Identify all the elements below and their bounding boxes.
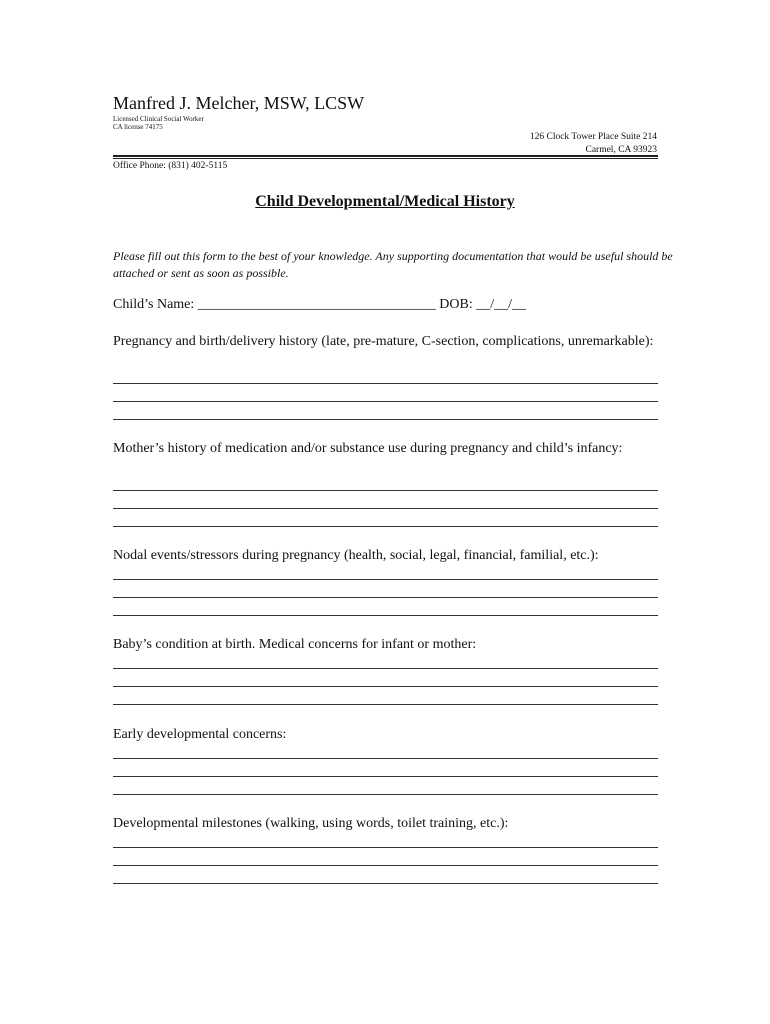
answer-line[interactable] (113, 526, 658, 527)
answer-line[interactable] (113, 401, 658, 402)
header-divider (113, 155, 658, 159)
answer-line[interactable] (113, 508, 658, 509)
practitioner-credential: Licensed Clinical Social Worker (113, 115, 204, 123)
answer-line[interactable] (113, 883, 658, 884)
answer-line[interactable] (113, 865, 658, 866)
answer-line[interactable] (113, 490, 658, 491)
answer-line[interactable] (113, 704, 658, 705)
answer-line[interactable] (113, 686, 658, 687)
question-pregnancy-history: Pregnancy and birth/delivery history (late, pre-mature, C-section, complications, unremarkable): (113, 334, 654, 349)
answer-line[interactable] (113, 847, 658, 848)
answer-line[interactable] (113, 794, 658, 795)
answer-line[interactable] (113, 776, 658, 777)
question-mother-medication: Mother’s history of medication and/or substance use during pregnancy and child’s infancy: (113, 441, 623, 456)
answer-line[interactable] (113, 579, 658, 580)
office-phone: Office Phone: (831) 402-5115 (113, 161, 228, 171)
address-line-2: Carmel, CA 93923 (585, 145, 657, 155)
question-baby-condition: Baby’s condition at birth. Medical concerns for infant or mother: (113, 637, 477, 652)
answer-line[interactable] (113, 597, 658, 598)
answer-line[interactable] (113, 668, 658, 669)
practitioner-name: Manfred J. Melcher, MSW, LCSW (113, 93, 365, 113)
answer-line[interactable] (113, 383, 658, 384)
question-early-concerns: Early developmental concerns: (113, 727, 287, 742)
answer-line[interactable] (113, 758, 658, 759)
child-name-dob-field[interactable]: Child’s Name: __________________________________ DOB: __/__/__ (113, 297, 526, 312)
form-title: Child Developmental/Medical History (255, 193, 515, 210)
question-nodal-events: Nodal events/stressors during pregnancy (health, social, legal, financial, familial, etc.): (113, 548, 599, 563)
address-line-1: 126 Clock Tower Place Suite 214 (529, 132, 657, 142)
question-milestones: Developmental milestones (walking, using words, toilet training, etc.): (113, 816, 509, 831)
answer-line[interactable] (113, 615, 658, 616)
form-instructions: Please fill out this form to the best of your knowledge. Any supporting documentation that would be useful should be attached or sent as soon as possible. (113, 249, 673, 280)
answer-line[interactable] (113, 419, 658, 420)
practitioner-license: CA license 74175 (113, 123, 163, 131)
